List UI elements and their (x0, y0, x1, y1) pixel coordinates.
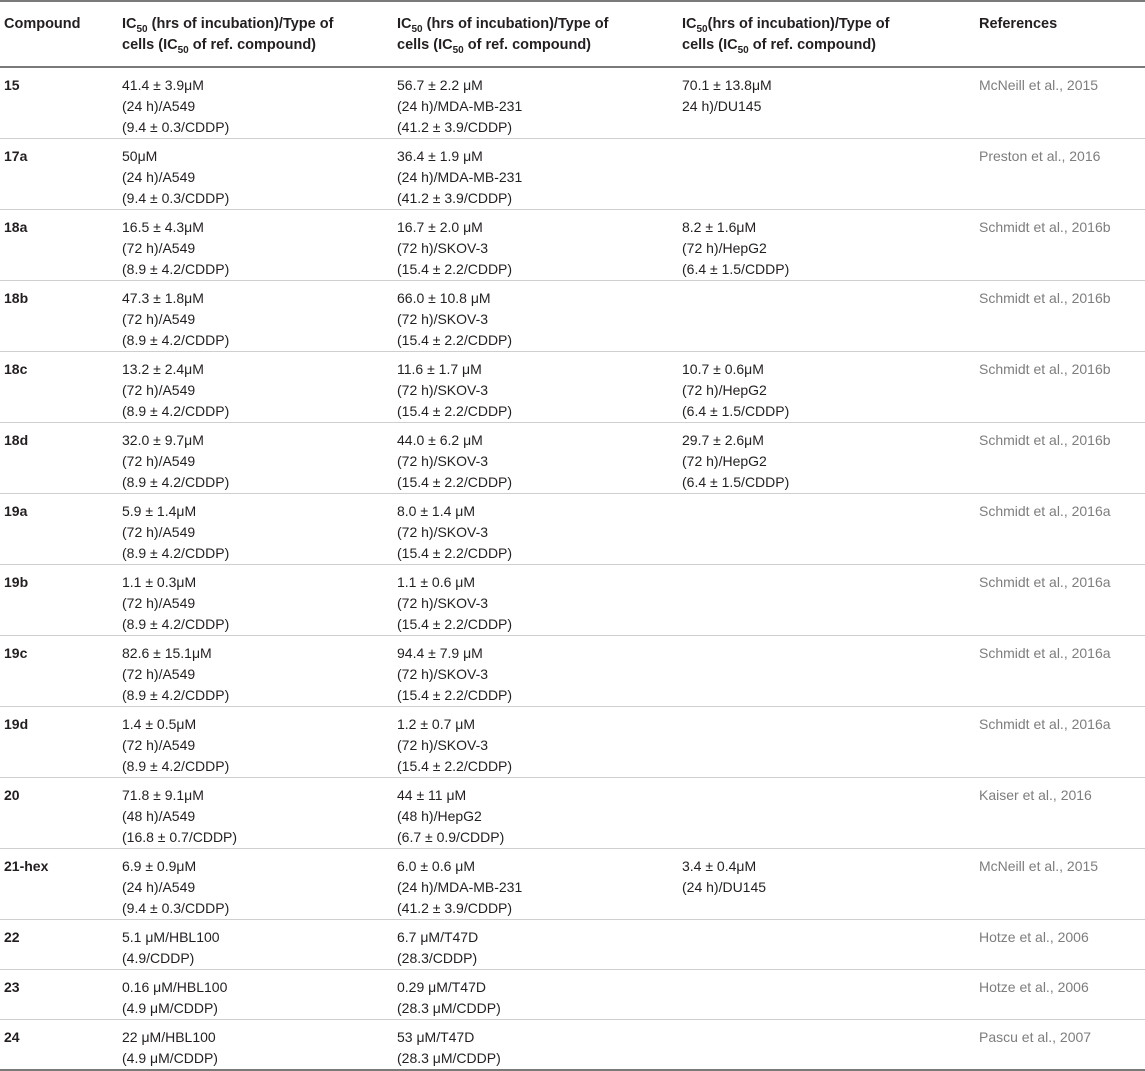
table-row (0, 849, 1145, 920)
cell-line: 82.6 ± 15.1μM (122, 645, 212, 661)
cell-line: (4.9/CDDP) (122, 950, 195, 966)
ic50-cell-c1 (118, 920, 393, 970)
cell-line: (8.9 ± 4.2/CDDP) (122, 758, 230, 774)
compound-cell: 18d (0, 423, 118, 494)
compound-cell: 19c (0, 636, 118, 707)
ic50-cell-c2 (393, 565, 678, 636)
table-row (0, 920, 1145, 970)
cell-line: (6.4 ± 1.5/CDDP) (682, 261, 790, 277)
cell-line: (8.9 ± 4.2/CDDP) (122, 474, 230, 490)
cell-line: 6.7 μM/T47D (397, 929, 479, 945)
cell-line: 0.16 μM/HBL100 (122, 979, 228, 995)
ic50-cell-c1 (118, 1020, 393, 1071)
cell-line: (8.9 ± 4.2/CDDP) (122, 261, 230, 277)
cell-line: (72 h)/A549 (122, 240, 196, 256)
cell-line: 8.2 ± 1.6μM (682, 219, 757, 235)
reference-cell: McNeill et al., 2015 (975, 67, 1145, 139)
table-row (0, 636, 1145, 707)
cell-line: (24 h)/MDA-MB-231 (397, 879, 523, 895)
compound-cell: 18c (0, 352, 118, 423)
table-row (0, 210, 1145, 281)
cell-line: (4.9 μM/CDDP) (122, 1000, 218, 1016)
ic50-cell-c2 (393, 67, 678, 139)
cell-line: 53 μM/T47D (397, 1029, 475, 1045)
ic50-cell-c1 (118, 849, 393, 920)
header-line: $IC_{50}$ (hrs of incubation)/Type of (122, 16, 334, 35)
header-line: $IC_{50}(hrs$ of incubation)/Type of (682, 16, 890, 35)
reference-cell: Schmidt et al., 2016a (975, 565, 1145, 636)
header-ic50-col2 (393, 1, 678, 67)
ic50-cell-c2 (393, 636, 678, 707)
cell-line: (15.4 ± 2.2/CDDP) (397, 758, 513, 774)
table-row (0, 281, 1145, 352)
cell-line: 11.6 ± 1.7 μM (397, 361, 482, 377)
cell-line: (24 h)/A549 (122, 98, 196, 114)
cell-line: (9.4 ± 0.3/CDDP) (122, 119, 230, 135)
reference-cell: McNeill et al., 2015 (975, 849, 1145, 920)
cell-line: 44.0 ± 6.2 μM (397, 432, 483, 448)
cell-line: 94.4 ± 7.9 μM (397, 645, 483, 661)
cell-line: 71.8 ± 9.1μM (122, 787, 204, 803)
cell-line: 41.4 ± 3.9μM (122, 77, 204, 93)
cell-line: 8.0 ± 1.4 μM (397, 503, 476, 519)
ic50-cell-c3 (678, 707, 975, 778)
cell-line: (72 h)/SKOV-3 (397, 737, 489, 753)
cell-line: (8.9 ± 4.2/CDDP) (122, 403, 230, 419)
cell-line: 1.4 ± 0.5μM (122, 716, 197, 732)
ic50-cell-c2 (393, 423, 678, 494)
cell-line: (15.4 ± 2.2/CDDP) (397, 545, 513, 561)
cell-line: 22 μM/HBL100 (122, 1029, 216, 1045)
ic50-cell-c1 (118, 423, 393, 494)
cell-line: (72 h)/SKOV-3 (397, 240, 489, 256)
ic50-cell-c3 (678, 281, 975, 352)
cell-line: (6.4 ± 1.5/CDDP) (682, 403, 790, 419)
cell-line: (72 h)/A549 (122, 666, 196, 682)
ic50-cell-c3 (678, 849, 975, 920)
ic50-cell-c2 (393, 920, 678, 970)
compound-cell: 20 (0, 778, 118, 849)
cell-line: (4.9 μM/CDDP) (122, 1050, 218, 1066)
ic50-cell-c1 (118, 636, 393, 707)
cell-line: (24 h)/A549 (122, 169, 196, 185)
ic50-cell-c2 (393, 139, 678, 210)
ic50-cell-c3 (678, 423, 975, 494)
compound-cell: 22 (0, 920, 118, 970)
ic50-cell-c3 (678, 565, 975, 636)
cell-line: (6.7 ± 0.9/CDDP) (397, 829, 505, 845)
table-row (0, 352, 1145, 423)
reference-cell: Schmidt et al., 2016b (975, 210, 1145, 281)
ic50-cell-c2 (393, 970, 678, 1020)
cell-line: (72 h)/A549 (122, 595, 196, 611)
header-references: References (975, 1, 1145, 67)
cell-line: 24 h)/DU145 (682, 98, 762, 114)
reference-cell: Schmidt et al., 2016a (975, 494, 1145, 565)
cell-line: (8.9 ± 4.2/CDDP) (122, 332, 230, 348)
cell-line: (41.2 ± 3.9/CDDP) (397, 900, 513, 916)
cell-line: (72 h)/SKOV-3 (397, 595, 489, 611)
cell-line: 6.9 ± 0.9μM (122, 858, 197, 874)
header-ic50-col3 (678, 1, 975, 67)
cell-line: 1.1 ± 0.6 μM (397, 574, 476, 590)
ic50-cell-c2 (393, 352, 678, 423)
cell-line: (15.4 ± 2.2/CDDP) (397, 616, 513, 632)
ic50-cell-c2 (393, 707, 678, 778)
cell-line: 16.5 ± 4.3μM (122, 219, 204, 235)
ic50-cell-c1 (118, 352, 393, 423)
cell-line: 0.29 μM/T47D (397, 979, 486, 995)
cell-line: (24 h)/MDA-MB-231 (397, 169, 523, 185)
table-row (0, 423, 1145, 494)
ic50-cell-c3 (678, 970, 975, 1020)
cell-line: (48 h)/HepG2 (397, 808, 482, 824)
header-line: cells ($IC_{50}$ of ref. compound) (122, 37, 316, 56)
cell-line: (8.9 ± 4.2/CDDP) (122, 616, 230, 632)
ic50-cell-c3 (678, 67, 975, 139)
header-compound: Compound (0, 1, 118, 67)
compound-cell: 18a (0, 210, 118, 281)
cell-line: 1.1 ± 0.3μM (122, 574, 197, 590)
cell-line: (28.3 μM/CDDP) (397, 1000, 501, 1016)
ic50-cell-c3 (678, 494, 975, 565)
header-line: cells ($IC_{50}$ of ref. compound) (682, 37, 876, 56)
cell-line: (72 h)/A549 (122, 453, 196, 469)
ic50-cell-c1 (118, 970, 393, 1020)
cell-line: (41.2 ± 3.9/CDDP) (397, 119, 513, 135)
ic50-cell-c2 (393, 1020, 678, 1071)
table-row (0, 970, 1145, 1020)
ic50-cell-c3 (678, 920, 975, 970)
cell-line: 29.7 ± 2.6μM (682, 432, 764, 448)
cell-line: (15.4 ± 2.2/CDDP) (397, 474, 513, 490)
ic50-cell-c3 (678, 139, 975, 210)
table-row (0, 67, 1145, 139)
cell-line: (15.4 ± 2.2/CDDP) (397, 261, 513, 277)
header-line: cells ($IC_{50}$ of ref. compound) (397, 37, 591, 56)
cell-line: (72 h)/A549 (122, 311, 196, 327)
cell-line: 5.9 ± 1.4μM (122, 503, 197, 519)
cell-line: (24 h)/MDA-MB-231 (397, 98, 523, 114)
reference-cell: Hotze et al., 2006 (975, 970, 1145, 1020)
cell-line: (8.9 ± 4.2/CDDP) (122, 687, 230, 703)
cell-line: (72 h)/A549 (122, 737, 196, 753)
cell-line: 6.0 ± 0.6 μM (397, 858, 476, 874)
ic50-cell-c3 (678, 352, 975, 423)
cell-line: (72 h)/A549 (122, 524, 196, 540)
cell-line: (28.3 μM/CDDP) (397, 1050, 501, 1066)
ic50-cell-c3 (678, 778, 975, 849)
cell-line: 5.1 μM/HBL100 (122, 929, 220, 945)
cell-line: 36.4 ± 1.9 μM (397, 148, 483, 164)
compound-cell: 19a (0, 494, 118, 565)
reference-cell: Schmidt et al., 2016b (975, 352, 1145, 423)
table-row (0, 1020, 1145, 1071)
compound-cell: 18b (0, 281, 118, 352)
ic50-cell-c1 (118, 565, 393, 636)
reference-cell: Schmidt et al., 2016a (975, 636, 1145, 707)
compound-cell: 24 (0, 1020, 118, 1071)
cell-line: (24 h)/A549 (122, 879, 196, 895)
cell-line: (6.4 ± 1.5/CDDP) (682, 474, 790, 490)
ic50-cell-c1 (118, 707, 393, 778)
compound-cell: 19d (0, 707, 118, 778)
cell-line: (72 h)/A549 (122, 382, 196, 398)
cell-line: (8.9 ± 4.2/CDDP) (122, 545, 230, 561)
compound-cell: 19b (0, 565, 118, 636)
cell-line: 44 ± 11 μM (397, 787, 467, 803)
ic50-cell-c1 (118, 139, 393, 210)
table-row (0, 139, 1145, 210)
table-body (0, 67, 1145, 1070)
cell-line: (72 h)/HepG2 (682, 240, 767, 256)
reference-cell: Pascu et al., 2007 (975, 1020, 1145, 1071)
cell-line: 16.7 ± 2.0 μM (397, 219, 483, 235)
ic50-cell-c1 (118, 494, 393, 565)
reference-cell: Schmidt et al., 2016b (975, 423, 1145, 494)
cell-line: 50μM (122, 148, 158, 164)
cell-line: (48 h)/A549 (122, 808, 196, 824)
cell-line: (15.4 ± 2.2/CDDP) (397, 332, 513, 348)
ic50-cell-c2 (393, 849, 678, 920)
ic50-cell-c3 (678, 1020, 975, 1071)
cell-line: 47.3 ± 1.8μM (122, 290, 204, 306)
cell-line: (15.4 ± 2.2/CDDP) (397, 403, 513, 419)
ic50-cell-c2 (393, 494, 678, 565)
ic50-cell-c2 (393, 210, 678, 281)
header-line: $IC_{50}$ (hrs of incubation)/Type of (397, 16, 609, 35)
ic50-cell-c1 (118, 67, 393, 139)
cell-line: (72 h)/SKOV-3 (397, 453, 489, 469)
cell-line: 32.0 ± 9.7μM (122, 432, 204, 448)
cell-line: (16.8 ± 0.7/CDDP) (122, 829, 238, 845)
ic50-cell-c3 (678, 210, 975, 281)
ic50-cell-c1 (118, 210, 393, 281)
compound-cell: 15 (0, 67, 118, 139)
cell-line: 3.4 ± 0.4μM (682, 858, 757, 874)
cell-line: (72 h)/SKOV-3 (397, 666, 489, 682)
ic50-cell-c2 (393, 281, 678, 352)
reference-cell: Kaiser et al., 2016 (975, 778, 1145, 849)
cell-line: (15.4 ± 2.2/CDDP) (397, 687, 513, 703)
cell-line: (72 h)/SKOV-3 (397, 524, 489, 540)
compound-cell: 21-hex (0, 849, 118, 920)
compound-cell: 17a (0, 139, 118, 210)
cell-line: 66.0 ± 10.8 μM (397, 290, 491, 306)
cell-line: (72 h)/HepG2 (682, 453, 767, 469)
cell-line: (72 h)/SKOV-3 (397, 311, 489, 327)
cell-line: 10.7 ± 0.6μM (682, 361, 764, 377)
cell-line: (9.4 ± 0.3/CDDP) (122, 900, 230, 916)
reference-cell: Schmidt et al., 2016b (975, 281, 1145, 352)
reference-cell: Preston et al., 2016 (975, 139, 1145, 210)
ic50-cell-c1 (118, 281, 393, 352)
table-row (0, 707, 1145, 778)
reference-cell: Hotze et al., 2006 (975, 920, 1145, 970)
ic50-cell-c2 (393, 778, 678, 849)
cell-line: (72 h)/HepG2 (682, 382, 767, 398)
table-row (0, 778, 1145, 849)
ic50-cell-c3 (678, 636, 975, 707)
table-header (0, 1, 1145, 67)
ic50-cell-c1 (118, 778, 393, 849)
cell-line: 56.7 ± 2.2 μM (397, 77, 483, 93)
cell-line: 70.1 ± 13.8μM (682, 77, 772, 93)
compound-cell: 23 (0, 970, 118, 1020)
cell-line: (9.4 ± 0.3/CDDP) (122, 190, 230, 206)
header-row (0, 1, 1145, 67)
reference-cell: Schmidt et al., 2016a (975, 707, 1145, 778)
cell-line: 1.2 ± 0.7 μM (397, 716, 476, 732)
table-row (0, 494, 1145, 565)
cell-line: (72 h)/SKOV-3 (397, 382, 489, 398)
cell-line: 13.2 ± 2.4μM (122, 361, 204, 377)
cell-line: (28.3/CDDP) (397, 950, 478, 966)
cell-line: (41.2 ± 3.9/CDDP) (397, 190, 513, 206)
table-row (0, 565, 1145, 636)
cell-line: (24 h)/DU145 (682, 879, 767, 895)
header-ic50-col1 (118, 1, 393, 67)
